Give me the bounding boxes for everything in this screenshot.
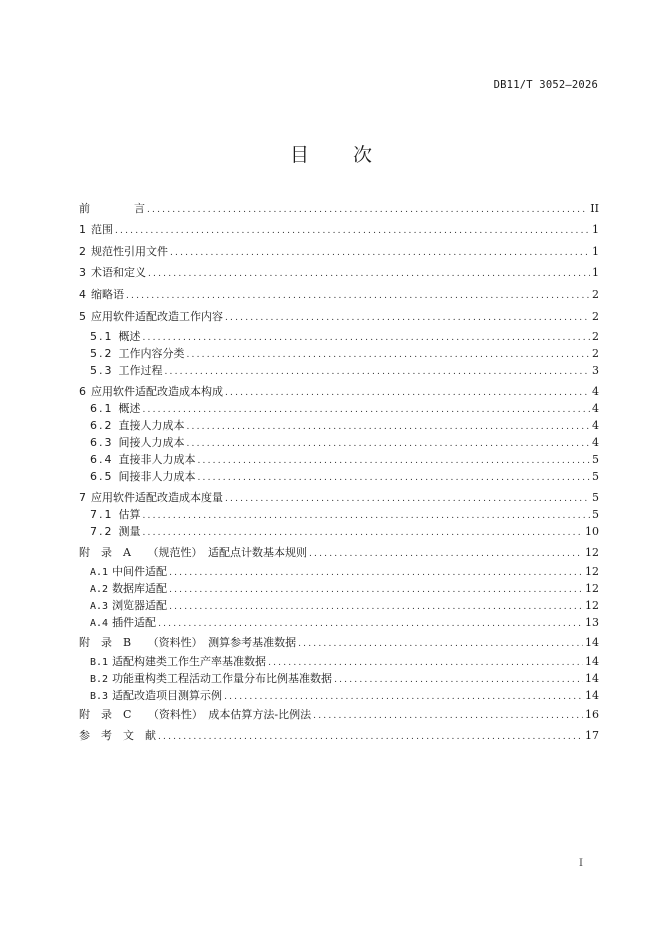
toc-dot-leader: [143, 333, 591, 343]
toc-entry-page: 12: [585, 582, 599, 595]
toc-entry[interactable]: [79, 687, 599, 703]
toc-entry[interactable]: [79, 489, 599, 505]
toc-entry-number: B.3: [90, 691, 109, 702]
toc-entry-number: B.2: [90, 674, 109, 685]
toc-entry-label: 间接人力成本: [118, 436, 185, 449]
toc-dot-leader: [169, 585, 583, 595]
toc-entry-label: 数据库适配: [112, 582, 168, 595]
toc-entry-label: 适配改造项目测算示例: [112, 689, 223, 702]
toc-entry[interactable]: [79, 634, 599, 650]
toc-entry-label: 附 录 B （资料性） 测算参考基准数据: [79, 636, 297, 649]
toc-entry-page: 1: [592, 245, 599, 258]
toc-entry[interactable]: [79, 308, 599, 324]
toc-entry-number: 5: [79, 310, 86, 323]
toc-entry[interactable]: [79, 383, 599, 399]
toc-entry-label: 附 录 A （规范性） 适配点计数基本规则: [79, 546, 307, 559]
toc-entry[interactable]: [79, 580, 599, 596]
toc-entry-label: 工作内容分类: [118, 347, 185, 360]
toc-entry-number: 2: [79, 245, 86, 258]
toc-entry-page: 12: [585, 546, 599, 559]
toc-dot-leader: [198, 456, 591, 466]
toc-dot-leader: [158, 619, 583, 629]
toc-entry[interactable]: [79, 727, 599, 743]
toc-entry[interactable]: [79, 328, 599, 344]
toc-entry[interactable]: [79, 451, 599, 467]
page-number: I: [579, 858, 583, 869]
toc-entry-label: 缩略语: [91, 288, 124, 301]
toc-entry-number: A.1: [90, 567, 109, 578]
toc-entry-page: 5: [592, 508, 599, 521]
toc-entry[interactable]: [79, 362, 599, 378]
toc-entry[interactable]: [79, 200, 599, 216]
toc-entry-page: 12: [585, 599, 599, 612]
toc-dot-leader: [225, 313, 590, 323]
toc-entry-number: 3: [79, 266, 86, 279]
title-char-2: 次: [353, 144, 373, 166]
toc-entry-page: 2: [592, 330, 599, 343]
toc-dot-leader: [198, 473, 591, 483]
toc-entry-page: 2: [592, 347, 599, 360]
toc-entry-label: 概述: [118, 402, 141, 415]
toc-entry-label: 插件适配: [112, 616, 157, 629]
toc-entry-number: 6.1: [90, 402, 114, 415]
toc-dot-leader: [225, 494, 590, 504]
toc-entry-label: 应用软件适配改造工作内容: [91, 310, 223, 323]
toc-entry-page: 3: [592, 364, 599, 377]
title-char-1: 目: [289, 144, 309, 166]
toc-dot-leader: [187, 422, 591, 432]
toc-entry-number: 6.2: [90, 419, 114, 432]
toc-dot-leader: [115, 226, 590, 236]
toc-entry-page: 2: [592, 288, 599, 301]
toc-entry-page: 1: [592, 266, 599, 279]
toc-entry-number: 5.1: [90, 330, 114, 343]
toc-entry-page: 12: [585, 565, 599, 578]
toc-entry-label: 前 言: [79, 202, 145, 215]
toc-dot-leader: [148, 269, 590, 279]
toc-entry-page: 10: [585, 525, 599, 538]
toc-dot-leader: [158, 732, 583, 742]
toc-dot-leader: [169, 602, 583, 612]
document-code: DB11/T 3052—2026: [493, 79, 598, 91]
toc-entry[interactable]: [79, 345, 599, 361]
toc-entry-number: 7.2: [90, 525, 114, 538]
toc-entry-page: 5: [592, 491, 599, 504]
toc-dot-leader: [165, 367, 591, 377]
toc-dot-leader: [298, 639, 583, 649]
toc-entry-number: 4: [79, 288, 86, 301]
toc-entry-label: 直接非人力成本: [118, 453, 196, 466]
toc-entry-label: 参 考 文 献: [79, 729, 156, 742]
toc-entry[interactable]: [79, 417, 599, 433]
toc-entry[interactable]: [79, 221, 599, 237]
toc-entry-number: 1: [79, 223, 86, 236]
toc-entry-label: 应用软件适配改造成本构成: [91, 385, 223, 398]
toc-entry[interactable]: [79, 523, 599, 539]
page-title: [0, 140, 662, 167]
toc-entry-label: 功能重构类工程活动工作量分布比例基准数据: [112, 672, 333, 685]
toc-entry-page: 16: [585, 708, 599, 721]
toc-dot-leader: [334, 675, 583, 685]
toc-entry-number: 7: [79, 491, 86, 504]
toc-entry-number: 6.3: [90, 436, 114, 449]
toc-dot-leader: [169, 568, 583, 578]
toc-entry[interactable]: [79, 653, 599, 669]
toc-entry-page: 14: [585, 636, 599, 649]
toc-entry-page: 17: [585, 729, 599, 742]
toc-entry-label: 范围: [91, 223, 113, 236]
toc-entry[interactable]: [79, 597, 599, 613]
toc-dot-leader: [268, 658, 583, 668]
toc-dot-leader: [187, 439, 591, 449]
toc-dot-leader: [126, 291, 590, 301]
toc-dot-leader: [170, 248, 590, 258]
toc-entry-label: 间接非人力成本: [118, 470, 196, 483]
toc-entry-number: B.1: [90, 657, 109, 668]
toc-entry-label: 估算: [118, 508, 141, 521]
toc-dot-leader: [143, 528, 584, 538]
toc-dot-leader: [187, 350, 591, 360]
toc-entry-label: 中间件适配: [112, 565, 168, 578]
toc-entry-number: A.2: [90, 584, 109, 595]
toc-dot-leader: [309, 549, 583, 559]
toc-entry-label: 浏览器适配: [112, 599, 168, 612]
toc-entry-number: 7.1: [90, 508, 114, 521]
toc-dot-leader: [143, 405, 591, 415]
toc-entry-number: 6: [79, 385, 86, 398]
toc-entry[interactable]: [79, 264, 599, 280]
toc-entry-number: 6.4: [90, 453, 114, 466]
toc-entry[interactable]: [79, 400, 599, 416]
toc-entry-page: 13: [585, 616, 599, 629]
toc-entry-page: 4: [592, 402, 599, 415]
toc-entry-number: A.3: [90, 601, 109, 612]
toc-entry-page: 14: [585, 672, 599, 685]
toc-entry[interactable]: [79, 243, 599, 259]
toc-entry[interactable]: [79, 434, 599, 450]
toc-entry[interactable]: [79, 286, 599, 302]
toc-entry[interactable]: [79, 544, 599, 560]
toc-entry-label: 规范性引用文件: [91, 245, 168, 258]
toc-entry-page: 4: [592, 419, 599, 432]
toc-entry-number: 5.3: [90, 364, 114, 377]
toc-entry[interactable]: [79, 468, 599, 484]
toc-entry-page: 5: [592, 470, 599, 483]
toc-entry-page: 14: [585, 655, 599, 668]
toc-entry-page: 2: [592, 310, 599, 323]
toc-entry-label: 附 录 C （资料性） 成本估算方法-比例法: [79, 708, 312, 721]
toc-entry[interactable]: [79, 670, 599, 686]
toc-entry-label: 概述: [118, 330, 141, 343]
toc-entry-label: 工作过程: [118, 364, 163, 377]
toc-entry-label: 适配构建类工作生产率基准数据: [112, 655, 267, 668]
toc-entry-number: 5.2: [90, 347, 114, 360]
toc-entry-label: 测量: [118, 525, 141, 538]
toc-entry-page: II: [590, 202, 599, 215]
toc-dot-leader: [225, 388, 590, 398]
toc-entry-number: 6.5: [90, 470, 114, 483]
toc-entry-page: 4: [592, 385, 599, 398]
toc-dot-leader: [143, 511, 591, 521]
toc-entry-label: 术语和定义: [91, 266, 146, 279]
toc-entry-page: 1: [592, 223, 599, 236]
toc-entry[interactable]: [79, 614, 599, 630]
toc-entry[interactable]: [79, 563, 599, 579]
toc-dot-leader: [224, 692, 583, 702]
toc-dot-leader: [313, 711, 583, 721]
toc-dot-leader: [147, 205, 588, 215]
toc-entry[interactable]: [79, 706, 599, 722]
toc-entry-label: 应用软件适配改造成本度量: [91, 491, 223, 504]
toc-entry[interactable]: [79, 506, 599, 522]
toc-entry-page: 14: [585, 689, 599, 702]
toc-entry-page: 5: [592, 453, 599, 466]
toc-entry-number: A.4: [90, 618, 109, 629]
toc-entry-label: 直接人力成本: [118, 419, 185, 432]
toc-entry-page: 4: [592, 436, 599, 449]
